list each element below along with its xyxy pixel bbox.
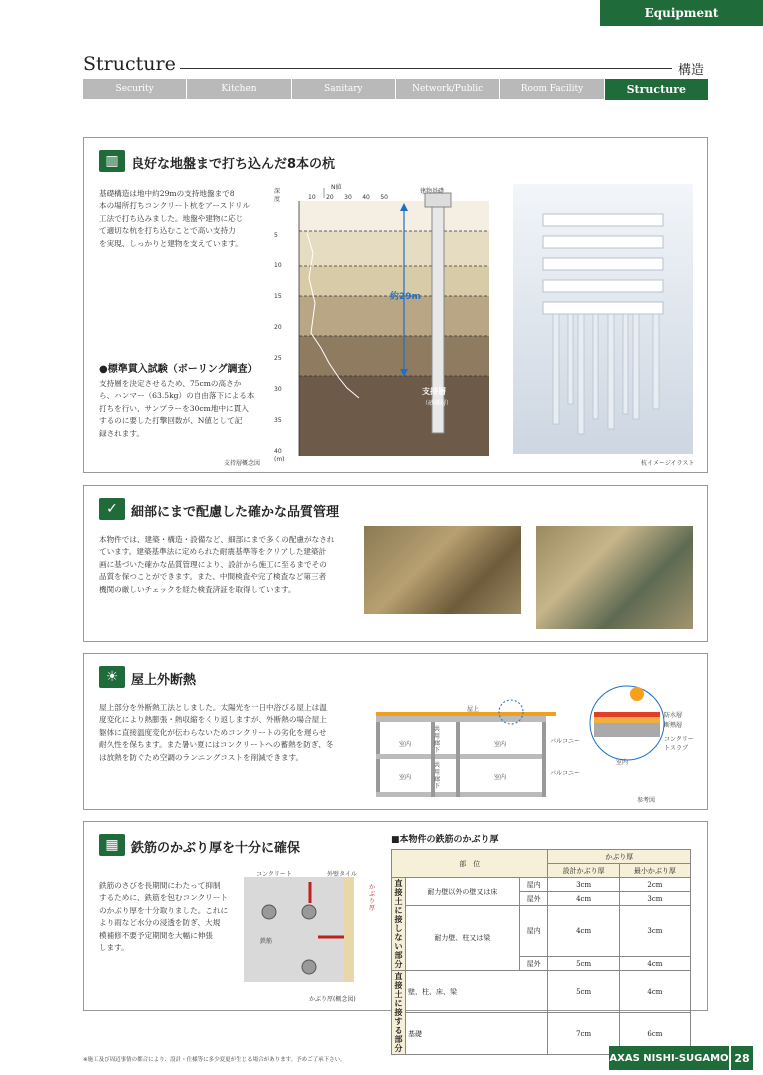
balcony-label: バルコニー [550,738,581,745]
nav-sanitary[interactable]: Sanitary [292,79,395,99]
concrete-label: コンクリート [256,871,292,878]
nav-structure[interactable]: Structure [605,79,708,100]
section-roof-insulation [83,653,708,810]
title-rule [180,68,672,69]
inspection-photo [536,526,693,629]
cell-min: 3cm [619,892,690,906]
tile-label: 外壁タイル [327,871,357,878]
group-no-contact: 直接土に接しない部分 [392,878,406,971]
depth-tick: 25 [274,355,282,362]
balcony-label: バルコニー [550,770,581,777]
boring-caption: 支持層概念図 [224,460,261,467]
pile-caption: 杭イメージイラスト [641,460,695,467]
category-tab[interactable]: Equipment [600,0,763,26]
sun-icon: ☀ [99,666,125,688]
header-min: 最小かぶり厚 [619,864,690,878]
page-title-jp: 構造 [678,63,705,78]
cover-label: かぶり厚 [369,884,376,912]
waterproof-label: 防水層 [664,712,683,719]
cell-min: 2cm [619,878,690,892]
section-body: 本物件では、建築・構造・設備など、細部にまで多くの配慮がなされ ています。建築基準法に定められた耐震基準等をクリアした建築計 画に基づいた確かな品質管理により、設計から施工に至るまでその 品質を保つことができます。また、中間検査や完了検査など第三者 機関の厳しいチェックを経た検査済証を取得しています。 [99,535,335,594]
cell-design: 7cm [548,1013,619,1055]
cell-design: 3cm [548,878,619,892]
nav-security[interactable]: Security [83,79,186,99]
support-layer-sub: （砂礫層） [422,400,453,407]
cell-design: 5cm [548,957,619,971]
cell-min: 4cm [619,971,690,1013]
header-cover: かぶり厚 [548,850,691,864]
section-quality [83,485,708,642]
cell-loc: 屋外 [519,957,548,971]
section-title: 細部にまで配慮した確かな品質管理 [131,505,340,520]
brand-tab: AXAS NISHI-SUGAMO [609,1046,729,1070]
cover-caption: かぶり厚(概念図) [309,996,356,1003]
page-title: Structure [83,53,176,75]
cover-table [391,849,691,1055]
building-base-label: 建物基礎 [420,188,445,195]
depth-tick: 10 [274,262,282,269]
nav-kitchen[interactable]: Kitchen [187,79,290,99]
section-body: 基礎構造は地中約29mの支持地盤まで8 本の場所打ちコンクリート杭をアースドリル 工法で打ち込みました。地盤や建物に応じ て適切な杭を打ち込むことで高い支持力 を実現、しっかりと建物を支えています。 [99,189,251,248]
reference-caption: 参考図 [637,797,656,804]
depth-tick: 15 [274,293,282,300]
header-design: 設計かぶり厚 [548,864,619,878]
cell-min: 6cm [619,1013,690,1055]
corridor-label: 共用廊下 [434,726,441,754]
cell-loc: 屋内 [519,878,548,892]
depth-value: 約29m [390,292,421,302]
section-rebar-cover [83,821,708,1053]
roof-label: 屋上 [467,706,480,713]
inspection-photo [364,526,521,614]
indoor-label: 室内 [616,759,629,766]
cell-min: 3cm [619,906,690,957]
depth-label: 深度 [274,188,281,203]
depth-unit: (m) [274,456,285,463]
n-ticks: 10 20 30 40 50 [308,194,388,201]
concrete-slab-label: コンクリートスラブ [664,736,694,752]
cell-design: 5cm [548,971,619,1013]
rebar-label: 鉄筋 [260,938,273,945]
sub-body: 支持層を決定させるため、75cmの高さか ら、ハンマー（63.5kg）の自由落下による本 打ちを行い、サンプラーを30cm地中に貫入 するのに要した打撃回数が、N値として記 録されます。 [99,379,255,438]
room-label: 室内 [494,774,507,781]
section-body: 屋上部分を外断熱工法としました。太陽光を一日中浴びる屋上は温 度変化により熱膨張・熱収縮をくり返しますが、外断熱の場合屋上 躯体に直接温度変化が伝わらないためコンクリートの劣化を遅らせ 耐久性を保ちます。また暑い夏にはコンクリートへの蓄熱を防ぎ、冬 は放熱を防ぐため空調のランニングコストを削減できます。 [99,703,334,762]
insulation-detail [589,678,665,768]
boring-diagram [269,183,499,468]
table-title: ■本物件の鉄筋のかぶり厚 [391,835,499,845]
cell-part: 壁、柱、床、梁 [406,971,548,1013]
inspection-icon: ✓ [99,498,125,520]
rebar-icon: ▦ [99,834,125,856]
cell-part: 耐力壁、柱又は梁 [406,906,520,971]
section-piles [83,137,708,473]
room-label: 室内 [494,741,507,748]
footer-note: ※施工及び周辺事情の都合により、設計・仕様等に多少変更が生じる場合があります。予めご了承下さい。 [83,1057,346,1063]
pile-illustration [513,184,693,454]
cell-design: 4cm [548,892,619,906]
insulation-label: 断熱層 [664,722,683,729]
room-label: 室内 [399,774,412,781]
page-number: 28 [731,1046,753,1070]
support-layer-label: 支持層 [422,387,446,396]
room-label: 室内 [399,741,412,748]
section-body: 鉄筋のさびを長期間にわたって抑制 するために、鉄筋を包むコンクリート のかぶり厚を十分取りました。これに より雨など水分の浸透を防ぎ、大規 模補修不要予定期間を大幅に伸張 します。 [99,881,229,953]
section-title: 鉄筋のかぶり厚を十分に確保 [131,841,301,856]
cell-loc: 屋外 [519,892,548,906]
cell-min: 4cm [619,957,690,971]
cell-design: 4cm [548,906,619,957]
nav-network-public[interactable]: Network/Public [396,79,499,99]
cell-loc: 屋内 [519,906,548,957]
section-title: 良好な地盤まで打ち込んだ8本の杭 [131,157,336,172]
depth-tick: 40 [274,448,282,455]
pile-icon: ▥ [99,150,125,172]
corridor-label: 共用廊下 [434,762,441,790]
header-part: 部 位 [392,850,548,878]
depth-tick: 30 [274,386,282,393]
n-value-label: N値 [331,184,342,191]
sub-title: ●標準貫入試験（ボーリング調査） [99,364,258,375]
nav-room-facility[interactable]: Room Facility [500,79,603,99]
section-nav [83,79,708,99]
cell-part: 耐力壁以外の壁又は床 [406,878,520,906]
cell-part: 基礎 [406,1013,548,1055]
section-title: 屋上外断熱 [131,673,197,688]
depth-tick: 35 [274,417,282,424]
rebar-cover-diagram [244,877,379,987]
depth-tick: 20 [274,324,282,331]
depth-tick: 5 [274,232,278,239]
group-contact: 直接土に接する部分 [392,971,406,1055]
